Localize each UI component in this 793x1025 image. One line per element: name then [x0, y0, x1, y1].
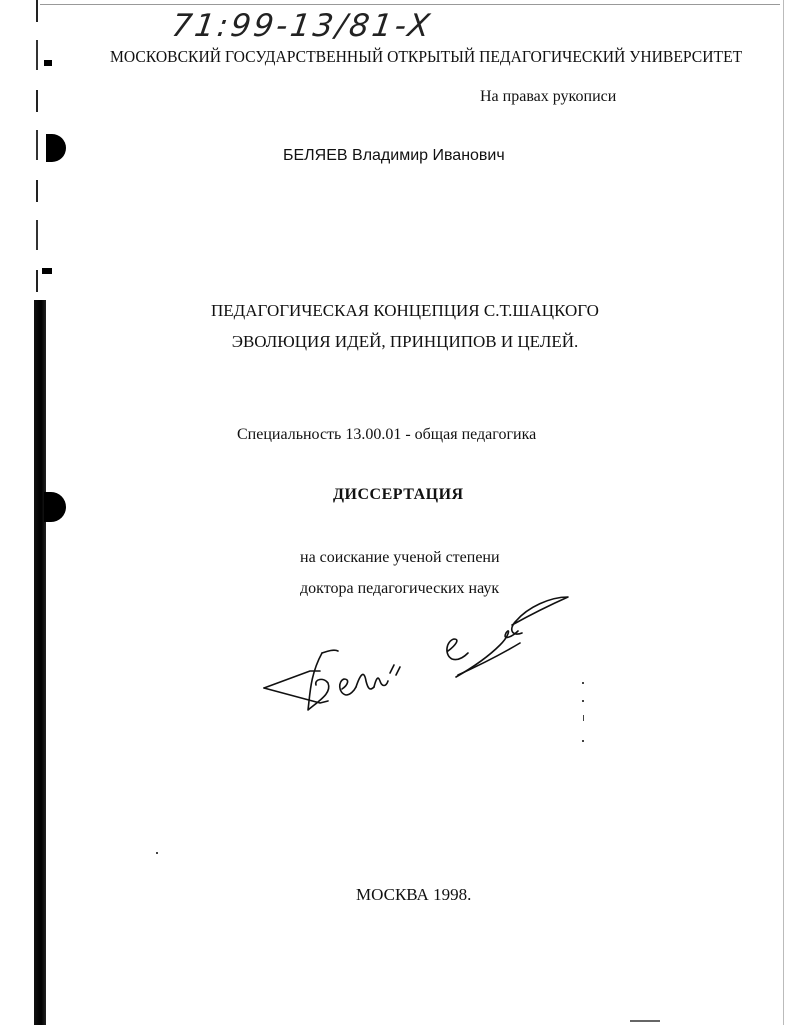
scan-binding-shadow	[34, 300, 46, 1025]
dissertation-title-line-1: ПЕДАГОГИЧЕСКАЯ КОНЦЕПЦИЯ С.Т.ШАЦКОГО	[211, 301, 599, 320]
document-type: ДИССЕРТАЦИЯ	[333, 486, 464, 503]
speciality-line: Специальность 13.00.01 - общая педагогика	[237, 426, 537, 443]
scan-speck	[582, 740, 584, 742]
dissertation-title-line-2: ЭВОЛЮЦИЯ ИДЕЙ, ПРИНЦИПОВ И ЦЕЛЕЙ.	[231, 332, 579, 351]
scan-left-edge-marks	[36, 0, 38, 300]
author-signature	[250, 585, 590, 715]
scan-mark	[44, 60, 52, 66]
punch-hole-lower	[44, 492, 66, 522]
scan-right-edge	[783, 0, 784, 1025]
scan-speck	[156, 852, 158, 854]
archive-code-handwritten: 71:99-13/81-X	[169, 8, 435, 44]
scan-mark	[42, 268, 52, 274]
author-name: БЕЛЯЕВ Владимир Иванович	[283, 147, 505, 164]
scan-speck	[630, 1020, 660, 1022]
university-name: МОСКОВСКИЙ ГОСУДАРСТВЕННЫЙ ОТКРЫТЫЙ ПЕДАГОГИЧЕСКИЙ УНИВЕРСИТЕТ	[110, 47, 743, 66]
scan-speck	[582, 682, 584, 684]
rights-note: На правах рукописи	[480, 88, 617, 105]
scan-speck	[583, 715, 584, 721]
degree-line-2: доктора педагогических наук	[300, 580, 500, 597]
degree-line-1: на соискание ученой степени	[300, 549, 500, 566]
scan-top-edge	[40, 4, 780, 5]
punch-hole-upper	[46, 134, 66, 162]
city-and-year: МОСКВА 1998.	[356, 885, 472, 904]
scan-speck	[582, 700, 584, 702]
